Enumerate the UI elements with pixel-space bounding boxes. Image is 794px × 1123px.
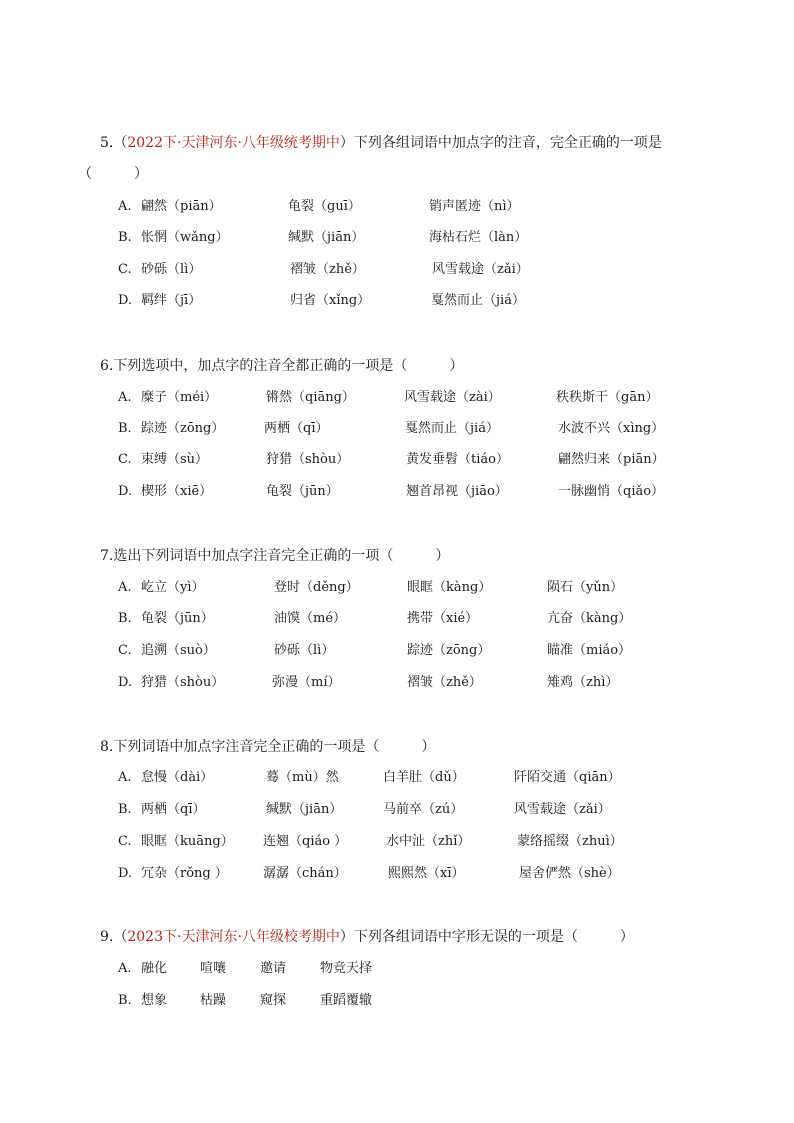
- option-item: 翘首昂视（jiāo）: [406, 484, 508, 499]
- option-letter: D.: [118, 866, 133, 881]
- option-item: 羁绊（jī）: [141, 293, 202, 308]
- option-item: 戛然而止（jiá）: [405, 421, 499, 436]
- option-item: 连翘（qiáo ）: [263, 834, 348, 849]
- option-item: 屹立（yì）: [141, 580, 205, 595]
- option-item: 褶皱（zhě）: [407, 675, 482, 690]
- question-stem: 9.（2023下·天津河东·八年级校考期中）下列各组词语中字形无误的一项是（ ）: [100, 929, 634, 945]
- option-item: 亢奋（kàng）: [547, 611, 632, 626]
- option-item: 两栖（qī）: [141, 802, 206, 817]
- question-stem: 8.下列词语中加点字注音完全正确的一项是（ ）: [100, 739, 436, 755]
- option-item: 风雪载途（zǎi）: [432, 262, 529, 277]
- option-item: 秩秩斯干（gān）: [556, 390, 659, 405]
- option-letter: A.: [118, 961, 132, 976]
- option-item: 踪迹（zōng）: [407, 643, 491, 658]
- option-item: 瞄准（miáo）: [547, 643, 632, 658]
- option-item: 眼眶（kàng）: [407, 580, 492, 595]
- option-item: 潺潺（chán）: [263, 866, 347, 881]
- option-item: 陨石（yǔn）: [547, 580, 624, 595]
- option-letter: D.: [118, 293, 133, 308]
- option-item: 怠慢（dài）: [141, 770, 214, 785]
- option-letter: B.: [118, 611, 132, 626]
- option-item: 弥漫（mí）: [272, 675, 341, 690]
- option-item: 雉鸡（zhì）: [547, 675, 619, 690]
- option-item: 水波不兴（xìng）: [558, 421, 665, 436]
- option-item: 马前卒（zú）: [383, 802, 464, 817]
- option-letter: C.: [118, 262, 132, 277]
- option-item: 狩猎（shòu）: [266, 452, 350, 467]
- option-item: 龟裂（ɡuī）: [288, 199, 361, 214]
- option-item: 翩然归来（piān）: [558, 452, 665, 467]
- option-item: 归省（xǐng）: [290, 293, 371, 308]
- option-item: 一脉幽悄（qiǎo）: [558, 484, 665, 499]
- option-letter: A.: [118, 199, 132, 214]
- option-letter: B.: [118, 421, 132, 436]
- question-stem: 5.（2022下·天津河东·八年级统考期中）下列各组词语中加点字的注音，完全正确的一项是: [100, 135, 662, 151]
- option-letter: B.: [118, 802, 132, 817]
- option-item: 楔形（xiē）: [141, 484, 213, 499]
- option-letter: C.: [118, 452, 132, 467]
- option-item: 白羊肚（dǔ）: [383, 770, 465, 785]
- option-letter: C.: [118, 834, 132, 849]
- option-item: 黄发垂髫（tiáo）: [406, 452, 509, 467]
- option-item: 两栖（qī）: [264, 421, 329, 436]
- question-source: 2022下·天津河东·八年级统考期中: [127, 135, 340, 151]
- option-item: 风雪载途（zài）: [404, 390, 501, 405]
- option-item: 水中沚（zhǐ）: [386, 834, 471, 849]
- option-item: 登时（děng）: [274, 580, 359, 595]
- question-stem: 6.下列选项中，加点字的注音全都正确的一项是（ ）: [100, 358, 464, 374]
- option-item: 邀请: [260, 961, 287, 976]
- option-item: 砂砾（lì）: [141, 262, 202, 277]
- option-item: 屋舍俨然（shè）: [519, 866, 620, 881]
- answer-blank: （ ）: [78, 166, 148, 182]
- option-item: 锵然（qiāng）: [266, 390, 355, 405]
- option-item: 海枯石烂（làn）: [429, 230, 528, 245]
- option-item: 戛然而止（jiá）: [431, 293, 525, 308]
- question-source: 2023下·天津河东·八年级校考期中: [127, 929, 340, 945]
- option-item: 枯躁: [200, 993, 227, 1008]
- option-letter: D.: [118, 484, 133, 499]
- option-item: 物竞天择: [320, 961, 373, 976]
- option-item: 重蹈覆辙: [320, 993, 373, 1008]
- option-item: 怅惘（wǎng）: [141, 230, 229, 245]
- option-item: 缄默（jiān）: [288, 230, 365, 245]
- option-letter: B.: [118, 993, 132, 1008]
- option-item: 缄默（jiān）: [266, 802, 343, 817]
- option-item: 风雪载途（zǎi）: [514, 802, 611, 817]
- option-letter: B.: [118, 230, 132, 245]
- option-letter: A.: [118, 770, 132, 785]
- option-item: 龟裂（jūn）: [266, 484, 339, 499]
- option-item: 蓦（mù）然: [266, 770, 339, 785]
- option-item: 油馍（mé）: [274, 611, 347, 626]
- option-item: 蒙络摇缀（zhuì）: [517, 834, 623, 849]
- option-item: 眼眶（kuāng）: [141, 834, 234, 849]
- option-item: 阡陌交通（qiān）: [514, 770, 621, 785]
- option-item: 龟裂（jūn）: [141, 611, 214, 626]
- option-item: 喧嚷: [200, 961, 227, 976]
- option-item: 褶皱（zhě）: [290, 262, 365, 277]
- option-item: 携带（xié）: [407, 611, 479, 626]
- option-letter: A.: [118, 580, 132, 595]
- option-item: 砂砾（lì）: [274, 643, 335, 658]
- option-letter: D.: [118, 675, 133, 690]
- option-item: 融化: [141, 961, 168, 976]
- option-item: 踪迹（zōng）: [141, 421, 225, 436]
- option-letter: C.: [118, 643, 132, 658]
- option-item: 狩猎（shòu）: [141, 675, 225, 690]
- option-item: 冗杂（rǒng ）: [141, 866, 228, 881]
- option-item: 束缚（sù）: [141, 452, 209, 467]
- option-item: 销声匿迹（nì）: [429, 199, 520, 214]
- question-stem: 7.选出下列词语中加点字注音完全正确的一项（ ）: [100, 548, 450, 564]
- option-letter: A.: [118, 390, 132, 405]
- option-item: 糜子（méi）: [141, 390, 218, 405]
- option-item: 窥探: [260, 993, 287, 1008]
- option-item: 追溯（suò）: [141, 643, 216, 658]
- option-item: 熙熙然（xī）: [388, 866, 465, 881]
- option-item: 想象: [141, 993, 168, 1008]
- option-item: 翩然（piān）: [141, 199, 222, 214]
